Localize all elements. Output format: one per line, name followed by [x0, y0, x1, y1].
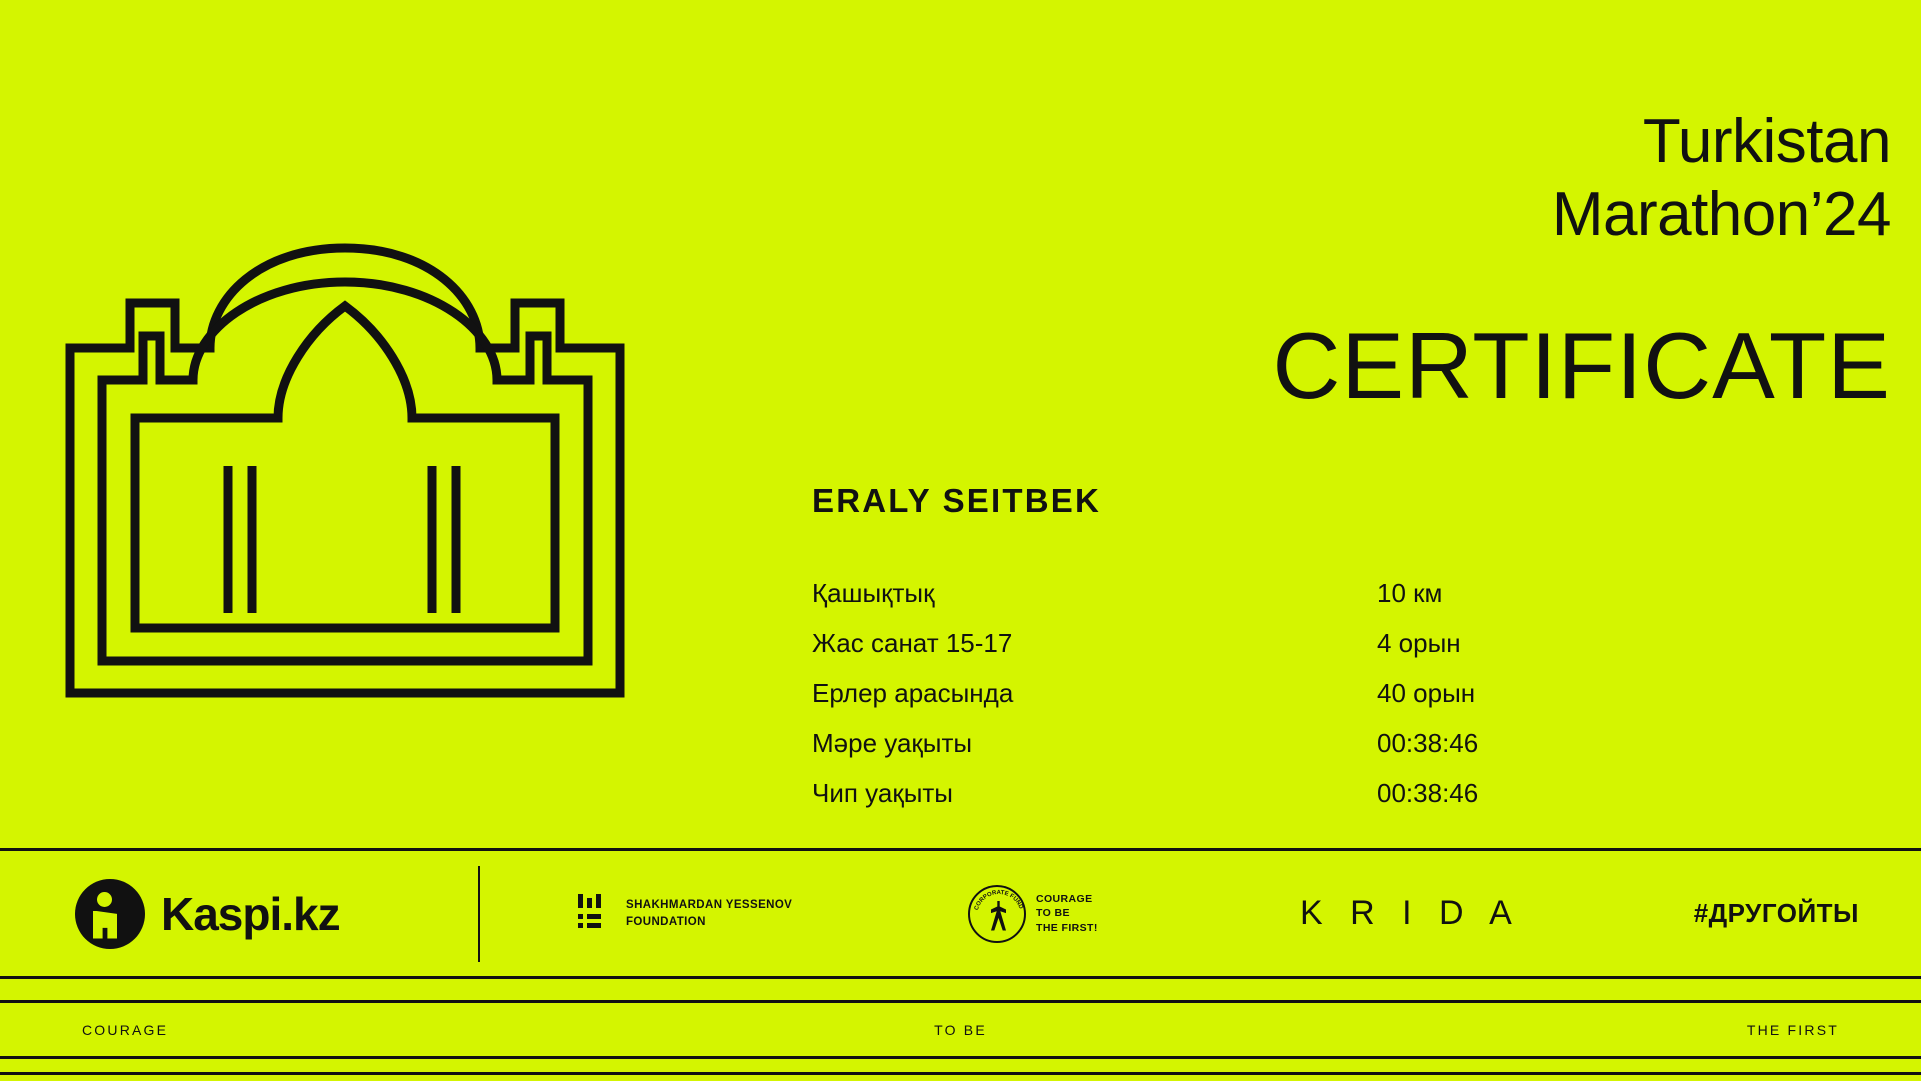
table-row — [812, 778, 1812, 828]
divider-sponsor-bottom — [0, 976, 1921, 979]
table-row — [812, 728, 1812, 778]
event-title-line-2: Marathon’24 — [1551, 180, 1891, 250]
kaspi-logo-icon — [75, 879, 145, 949]
courage-fund-label — [1036, 892, 1098, 935]
yessenov-logo-icon — [578, 894, 612, 934]
event-title — [791, 105, 1891, 251]
runner-name: ERALY SEITBEK — [812, 482, 1102, 519]
sponsor-bar — [0, 851, 1921, 976]
results-table — [812, 578, 1812, 828]
courage-fund-line-1: COURAGE — [1036, 893, 1093, 906]
result-label: Ерлер арасында — [812, 678, 1014, 708]
yessenov-label — [626, 897, 792, 930]
courage-fund-logo-icon — [968, 885, 1026, 943]
result-value: 4 орын — [1377, 628, 1461, 658]
event-title-line-1: Turkistan — [1642, 107, 1891, 176]
sponsor-divider-vertical — [478, 866, 480, 962]
courage-fund-line-2: TO BE — [1036, 907, 1070, 920]
result-value: 40 орын — [1377, 678, 1476, 708]
result-label: Чип уақыты — [812, 778, 953, 808]
courage-fund-ring-text: CORPORATE FUND — [973, 889, 1024, 911]
footer-strip — [0, 1003, 1921, 1056]
sponsor-courage-fund — [968, 885, 1098, 943]
result-value: 00:38:46 — [1377, 728, 1479, 758]
footer-left: COURAGE — [82, 1021, 169, 1038]
table-row — [812, 578, 1812, 628]
result-label: Қашықтық — [812, 578, 935, 608]
result-label: Жас санат 15-17 — [812, 628, 1013, 658]
courage-fund-line-3: THE FIRST! — [1036, 921, 1098, 934]
divider-footer-bottom — [0, 1056, 1921, 1059]
result-label: Мәре уақыты — [812, 728, 973, 758]
result-value: 10 км — [1377, 578, 1443, 608]
footer-center: TO BE — [934, 1021, 987, 1038]
turkistan-mausoleum-icon — [60, 238, 630, 738]
yessenov-label-line-1: SHAKHMARDAN YESSENOV — [626, 899, 793, 912]
divider-bottom-edge — [0, 1072, 1921, 1075]
table-row — [812, 628, 1812, 678]
table-row — [812, 678, 1812, 728]
result-value: 00:38:46 — [1377, 778, 1479, 808]
certificate-heading: CERTIFICATE — [1272, 313, 1891, 418]
sponsor-yessenov-foundation — [578, 894, 792, 934]
sponsor-kaspi — [75, 879, 340, 949]
yessenov-label-line-2: FOUNDATION — [626, 915, 706, 928]
footer-right: THE FIRST — [1746, 1021, 1839, 1038]
kaspi-label: Kaspi.kz — [161, 887, 340, 940]
sponsor-krida-label: K R I D A — [1300, 894, 1521, 932]
sponsor-drugoity-label: #ДРУГОЙТЫ — [1693, 898, 1859, 928]
